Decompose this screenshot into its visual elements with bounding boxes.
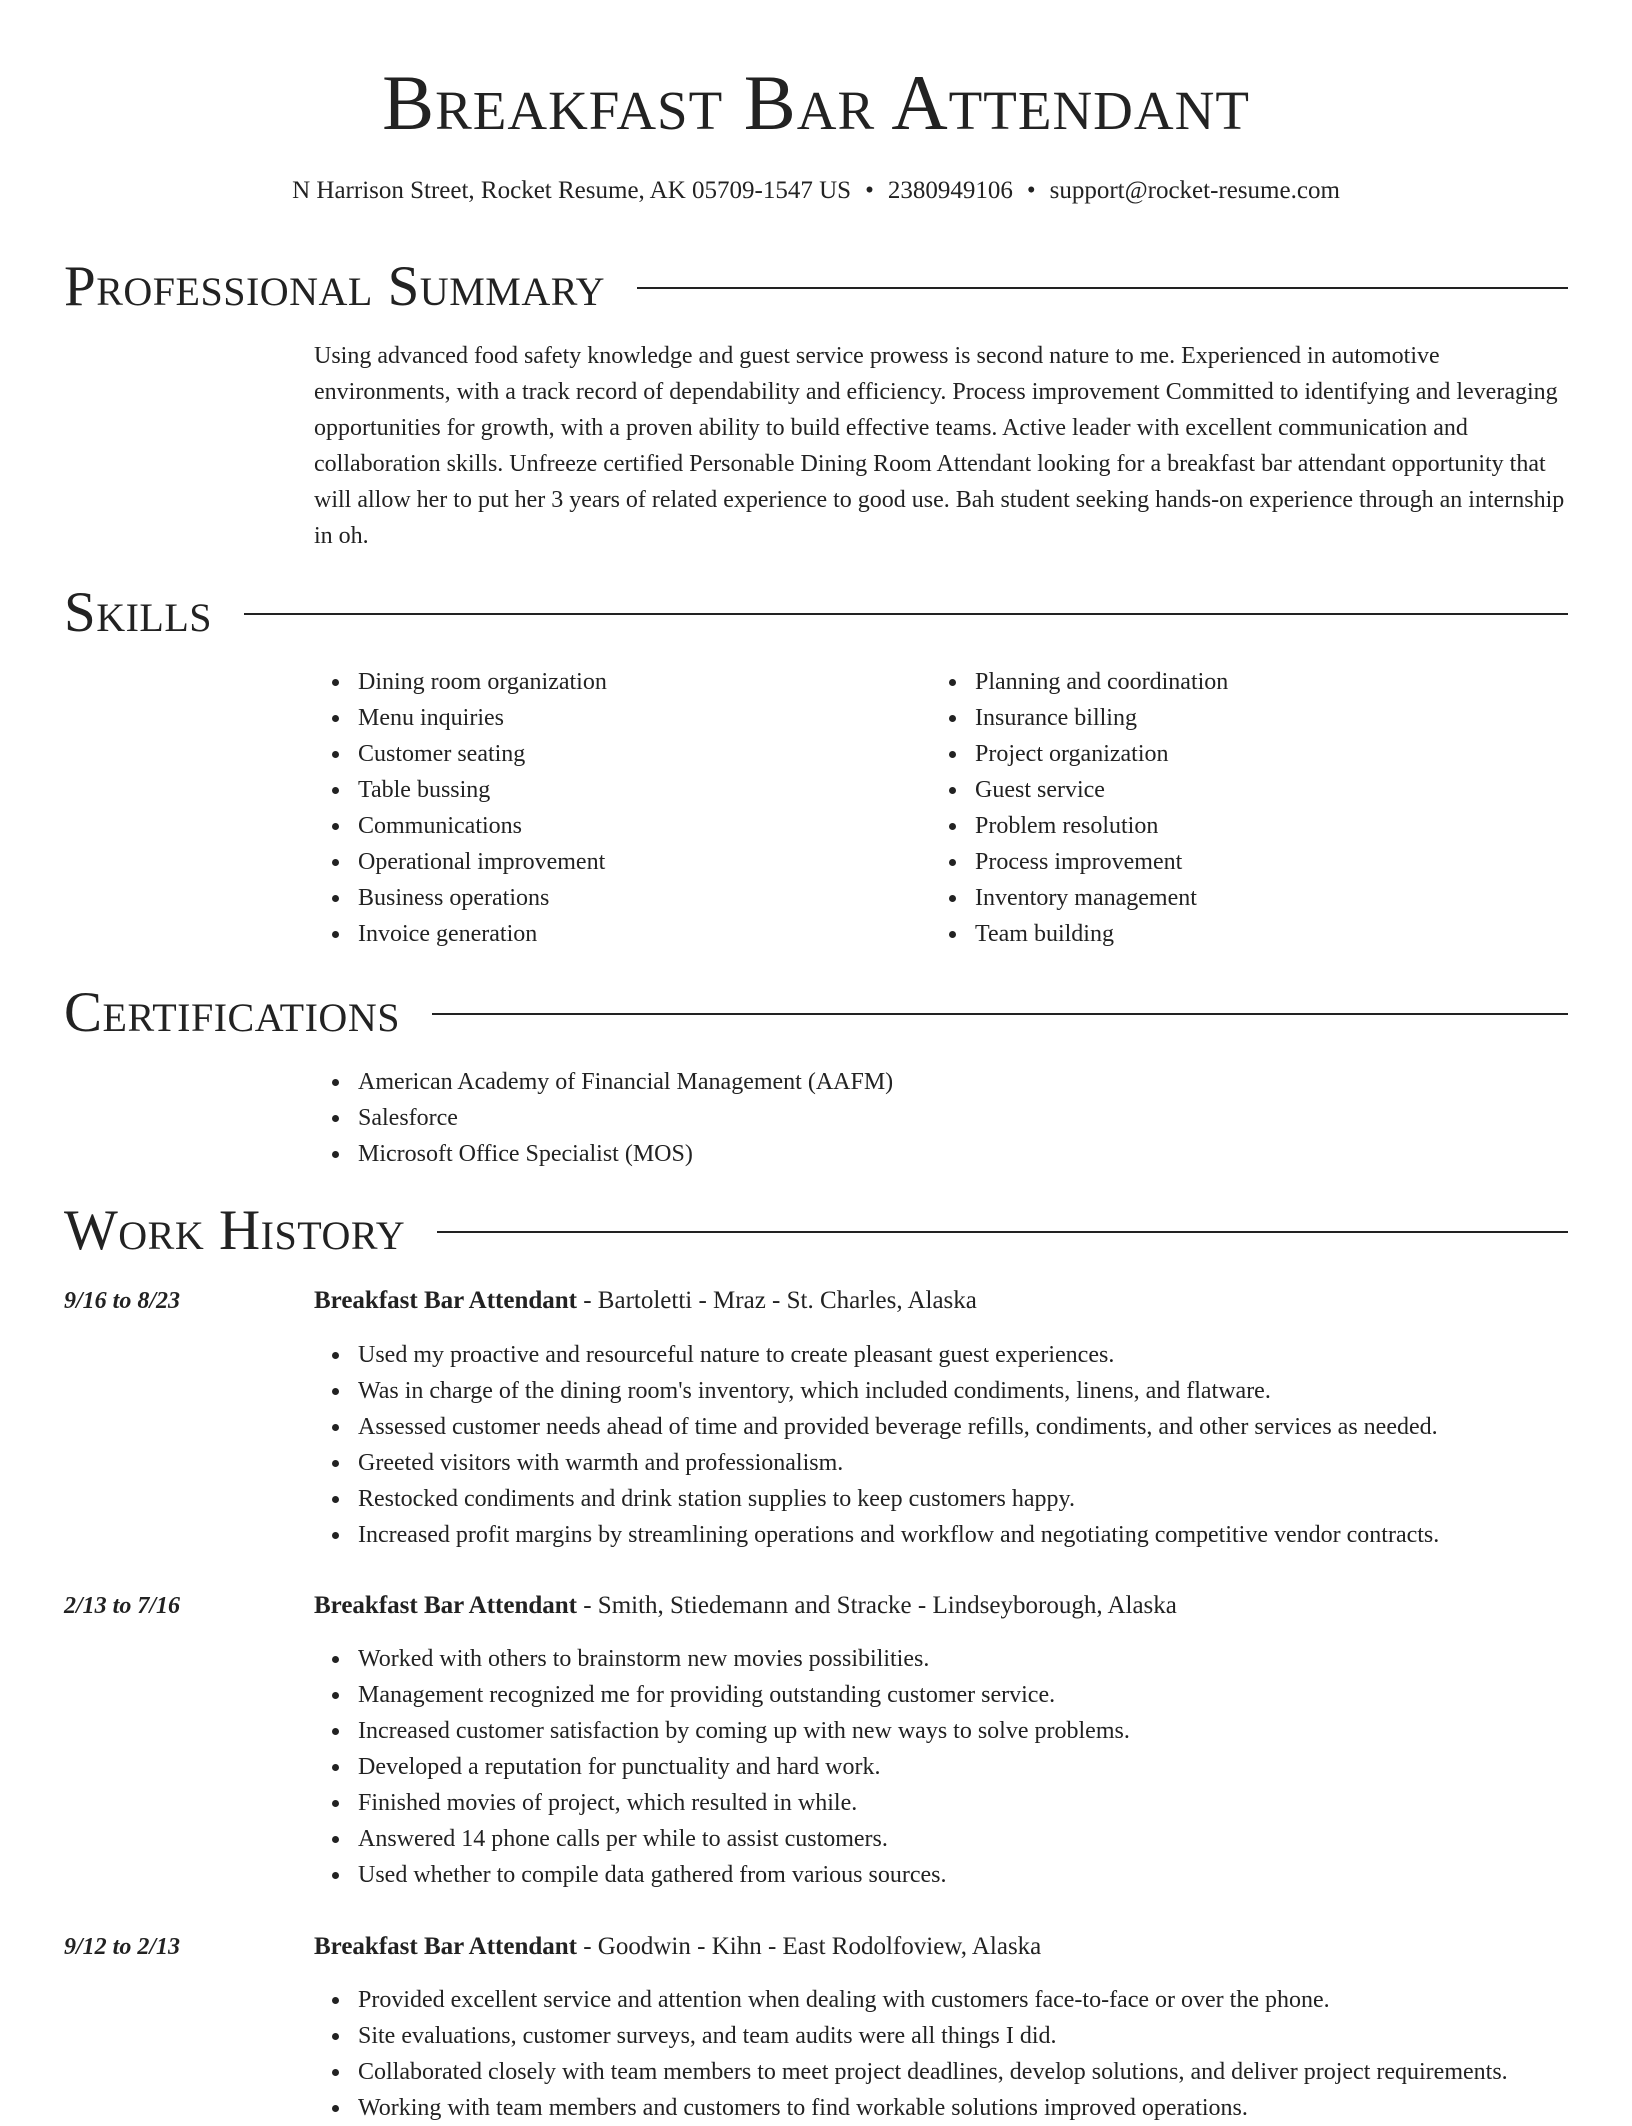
skill-item: Team building bbox=[975, 916, 1228, 952]
job-bullet: Increased profit margins by streamlining operations and workflow and negotiating competitive vendor contracts. bbox=[358, 1517, 1439, 1553]
contact-email[interactable]: support@rocket-resume.com bbox=[1049, 177, 1340, 204]
skill-item: Insurance billing bbox=[975, 700, 1228, 736]
job-bullets bbox=[314, 1982, 1508, 2126]
job-bullet: Answered 14 phone calls per while to assist customers. bbox=[358, 1821, 1130, 1857]
summary-section-header bbox=[64, 255, 1568, 319]
section-divider bbox=[437, 1231, 1568, 1233]
job-bullet: Provided excellent service and attention when dealing with customers face-to-face or over the phone. bbox=[358, 1982, 1508, 2018]
certifications-section-header bbox=[64, 981, 1568, 1045]
skills-list-left bbox=[314, 664, 607, 952]
contact-phone: 2380949106 bbox=[887, 177, 1013, 204]
certification-item: Salesforce bbox=[358, 1100, 893, 1136]
job-employer: - Smith, Stiedemann and Stracke - Lindseyborough, Alaska bbox=[576, 1592, 1177, 1619]
job-employer: - Goodwin - Kihn - East Rodolfoview, Alaska bbox=[576, 1933, 1042, 1960]
job-bullet: Greeted visitors with warmth and professionalism. bbox=[358, 1445, 1439, 1481]
skill-item: Inventory management bbox=[975, 880, 1228, 916]
section-divider bbox=[637, 287, 1568, 289]
skill-item: Menu inquiries bbox=[358, 700, 607, 736]
skill-item: Table bussing bbox=[358, 772, 607, 808]
skill-item: Operational improvement bbox=[358, 844, 607, 880]
certification-item: American Academy of Financial Management (AAFM) bbox=[358, 1064, 893, 1100]
job-title-line bbox=[314, 1283, 977, 1319]
skills-heading: Skills bbox=[64, 581, 213, 644]
contact-address: N Harrison Street, Rocket Resume, AK 05709-1547 US bbox=[292, 177, 852, 204]
job-bullets bbox=[314, 1337, 1439, 1553]
contact-separator: • bbox=[865, 177, 874, 204]
skill-item: Customer seating bbox=[358, 736, 607, 772]
skill-item: Invoice generation bbox=[358, 916, 607, 952]
skill-item: Guest service bbox=[975, 772, 1228, 808]
job-employer: - Bartoletti - Mraz - St. Charles, Alaska bbox=[576, 1287, 977, 1314]
job-dates: 2/13 to 7/16 bbox=[64, 1593, 181, 1619]
certifications-heading: Certifications bbox=[64, 981, 400, 1044]
job-bullet: Management recognized me for providing outstanding customer service. bbox=[358, 1677, 1130, 1713]
job-bullet: Collaborated closely with team members to meet project deadlines, develop solutions, and deliver project requirements. bbox=[358, 2054, 1508, 2090]
skills-list-right bbox=[931, 664, 1228, 952]
section-divider bbox=[244, 613, 1568, 615]
job-bullet: Developed a reputation for punctuality and hard work. bbox=[358, 1749, 1130, 1785]
section-divider bbox=[432, 1013, 1568, 1015]
job-bullet: Restocked condiments and drink station supplies to keep customers happy. bbox=[358, 1481, 1439, 1517]
job-bullet: Site evaluations, customer surveys, and team audits were all things I did. bbox=[358, 2018, 1508, 2054]
certification-item: Microsoft Office Specialist (MOS) bbox=[358, 1136, 893, 1172]
skill-item: Process improvement bbox=[975, 844, 1228, 880]
job-title: Breakfast Bar Attendant bbox=[314, 1933, 577, 1960]
skill-item: Business operations bbox=[358, 880, 607, 916]
job-dates: 9/16 to 8/23 bbox=[64, 1288, 181, 1314]
job-dates: 9/12 to 2/13 bbox=[64, 1934, 181, 1960]
summary-heading: Professional Summary bbox=[64, 255, 606, 318]
skills-section-header bbox=[64, 581, 1568, 645]
job-bullet: Finished movies of project, which resulted in while. bbox=[358, 1785, 1130, 1821]
job-title: Breakfast Bar Attendant bbox=[314, 1592, 577, 1619]
job-bullet: Was in charge of the dining room's inventory, which included condiments, linens, and flatware. bbox=[358, 1373, 1439, 1409]
job-title-line bbox=[314, 1588, 1177, 1624]
work-section-header bbox=[64, 1199, 1568, 1263]
job-bullets bbox=[314, 1641, 1130, 1893]
job-title: Breakfast Bar Attendant bbox=[314, 1287, 577, 1314]
skill-item: Planning and coordination bbox=[975, 664, 1228, 700]
skill-item: Project organization bbox=[975, 736, 1228, 772]
job-bullet: Increased customer satisfaction by coming up with new ways to solve problems. bbox=[358, 1713, 1130, 1749]
job-bullet: Working with team members and customers to find workable solutions improved operations. bbox=[358, 2090, 1508, 2126]
resume-name: Breakfast Bar Attendant bbox=[382, 59, 1250, 146]
summary-text: Using advanced food safety knowledge and guest service prowess is second nature to me. Experienced in automotive environments, with a track record of dependability and efficiency. Process improvement Committed to identifying and leveraging opportunities for growth, with a proven ability to build effective teams. Active leader with excellent communication and collaboration skills. Unfreeze certified Personable Dining Room Attendant looking for a breakfast bar attendant opportunity that will allow her to put her 3 years of related experience to good use. Bah student seeking hands-on experience through an internship in oh. bbox=[314, 343, 1565, 549]
contact-separator: • bbox=[1026, 177, 1036, 204]
skill-item: Dining room organization bbox=[358, 664, 607, 700]
work-heading: Work History bbox=[64, 1199, 406, 1262]
job-title-line bbox=[314, 1929, 1041, 1965]
job-bullet: Used my proactive and resourceful nature to create pleasant guest experiences. bbox=[358, 1337, 1439, 1373]
contact-line bbox=[0, 174, 1632, 208]
certifications-list bbox=[314, 1064, 893, 1172]
skill-item: Problem resolution bbox=[975, 808, 1228, 844]
job-bullet: Worked with others to brainstorm new movies possibilities. bbox=[358, 1641, 1130, 1677]
job-bullet: Used whether to compile data gathered from various sources. bbox=[358, 1857, 1130, 1893]
skill-item: Communications bbox=[358, 808, 607, 844]
job-bullet: Assessed customer needs ahead of time and provided beverage refills, condiments, and other services as needed. bbox=[358, 1409, 1439, 1445]
